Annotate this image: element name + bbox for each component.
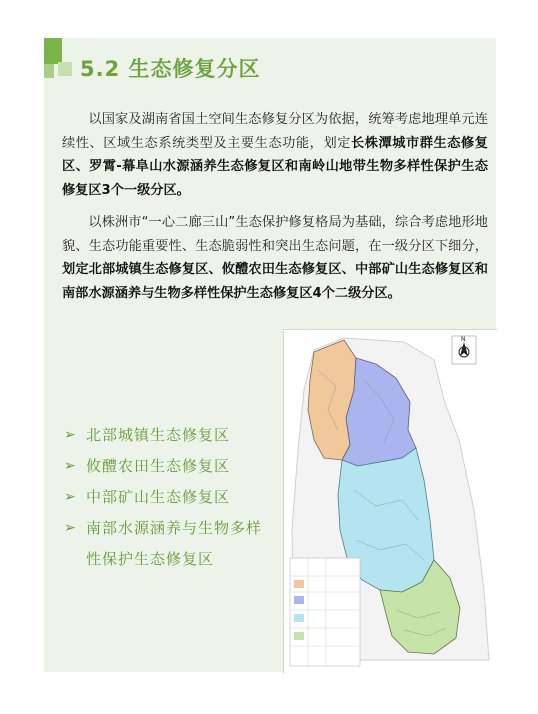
- title-decoration-small: [44, 64, 54, 78]
- map-legend: [290, 558, 360, 666]
- zoning-map-svg: [284, 330, 497, 673]
- arrow-bullet-icon: ➢: [64, 489, 77, 505]
- list-item: [64, 451, 284, 482]
- paragraph-1-emphasis: 长株潭城市群生态修复区、罗霄-幕阜山水源涵养生态修复区和南岭山地带生物多样性保护生态修复区3个一级分区。: [62, 135, 488, 198]
- list-item: [64, 482, 284, 513]
- title-decoration-light: [58, 62, 72, 76]
- list-item: [64, 513, 284, 575]
- arrow-bullet-icon: ➢: [64, 520, 77, 536]
- section-number: 5.2: [80, 57, 121, 81]
- list-item-text: 攸醴农田生态修复区: [86, 457, 231, 475]
- section-title-text: 生态修复分区: [128, 57, 261, 81]
- list-item-text: 中部矿山生态修复区: [86, 488, 231, 506]
- paragraph-1-intro: 以国家及湖南省国土空间生态修复分区为依据，统筹考虑地理单元连续性、区域生态系统类型及主要生态功能，划定: [62, 112, 488, 151]
- arrow-bullet-icon: ➢: [64, 458, 77, 474]
- list-item: [64, 420, 284, 451]
- paragraph-2-intro: 以株洲市“一心二廊三山”生态保护修复格局为基础，综合考虑地形地貌、生态功能重要性、生态脆弱性和突出生态问题，在一级分区下细分，: [62, 215, 488, 254]
- zone-list: [64, 420, 284, 575]
- north-urban-zone: [308, 340, 356, 460]
- zoning-map: [283, 329, 497, 673]
- paragraph-2-emphasis: 划定北部城镇生态修复区、攸醴农田生态修复区、中部矿山生态修复区和南部水源涵养与生物多样性保护生态修复区4个二级分区。: [62, 262, 488, 301]
- north-label: N: [461, 336, 466, 343]
- section-title: [80, 53, 261, 83]
- paragraph-2: [62, 211, 488, 305]
- title-decoration: [44, 38, 62, 64]
- list-item-text: 北部城镇生态修复区: [86, 426, 231, 444]
- arrow-bullet-icon: ➢: [64, 427, 77, 443]
- list-item-text: 南部水源涵养与生物多样性保护生态修复区: [86, 519, 263, 568]
- north-arrow-icon: [452, 336, 476, 364]
- paragraph-1: [62, 108, 488, 202]
